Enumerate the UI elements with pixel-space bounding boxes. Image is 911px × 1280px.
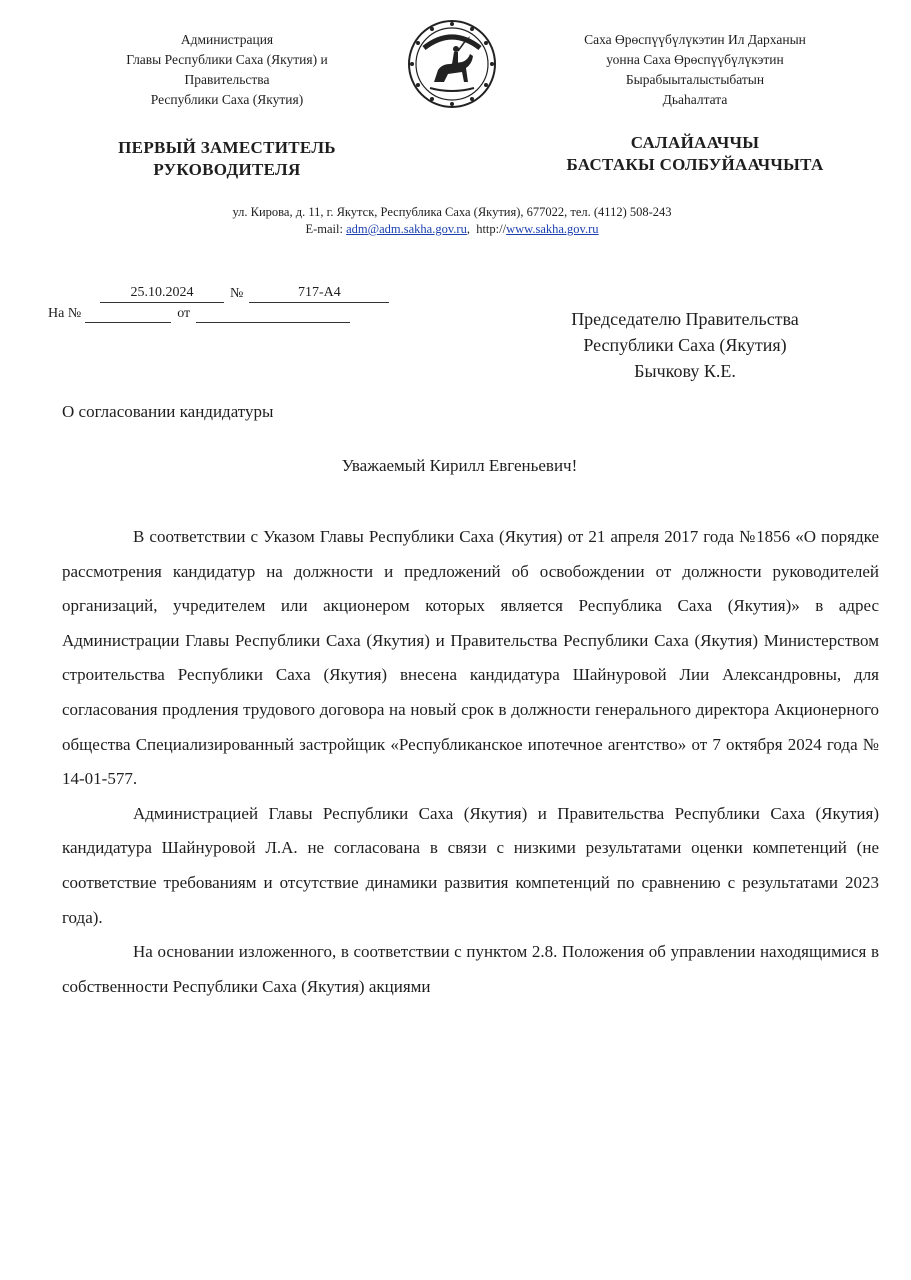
letterhead-right-line: Дьаһалтата (662, 92, 728, 107)
email-label: E-mail: (305, 222, 343, 236)
yakutia-coat-of-arms-icon (406, 18, 498, 110)
contact-block (62, 204, 842, 238)
position-title-line: САЛАЙААЧЧЫ (630, 133, 760, 152)
body-paragraph: Администрацией Главы Республики Саха (Якутия) и Правительства Республики Саха (Якутия) кандидатура Шайнуровой Л.А. не согласована в связи с низкими результатами оценки компетенций (не соответствие требованиям и отсутствие динамики развития компетенций по сравнению с результатами 2023 года). (62, 803, 879, 927)
letterhead-right-line: уонна Саха Өрөспүүбүлүкэтин (606, 52, 784, 67)
addressee-line: Республики Саха (Якутия) (583, 335, 787, 355)
letterhead-left-line: Главы Республики Саха (Якутия) и (126, 52, 328, 67)
contact-links (62, 221, 842, 238)
body-paragraph: На основании изложенного, в соответствии с пунктом 2.8. Положения об управлении находящимися в собственности Республики Саха (Якутия) акциями (62, 942, 879, 996)
reference-label: На № (48, 306, 82, 321)
outgoing-registration (48, 284, 389, 303)
number-label: № (230, 286, 244, 301)
addressee-line: Председателю Правительства (571, 309, 799, 329)
letter-subject: О согласовании кандидатуры (62, 402, 274, 421)
email-link[interactable]: adm@adm.sakha.gov.ru (346, 222, 467, 236)
website-link[interactable]: www.sakha.gov.ru (506, 222, 599, 236)
postal-address: ул. Кирова, д. 11, г. Якутск, Республика Саха (Якутия), 677022, тел. (4112) 508-243 (232, 205, 672, 219)
web-label: http:// (476, 222, 507, 236)
addressee-block (520, 306, 850, 384)
position-title-line: ПЕРВЫЙ ЗАМЕСТИТЕЛЬ (118, 138, 336, 157)
from-label: от (177, 306, 191, 321)
letterhead-left-line: Республики Саха (Якутия) (150, 92, 304, 107)
salutation: Уважаемый Кирилл Евгеньевич! (341, 456, 578, 475)
incoming-reference (48, 305, 389, 323)
position-title-line: БАСТАКЫ СОЛБУЙААЧЧЫТА (566, 155, 824, 174)
letter-body (62, 520, 879, 1004)
position-title-ru (62, 137, 392, 181)
letterhead-right (510, 30, 880, 110)
registration-block (48, 284, 389, 323)
letterhead-left-line: Администрация (180, 32, 274, 47)
position-title-sah (510, 132, 880, 176)
reference-number (85, 322, 171, 323)
letterhead-right-line: Бырабыыталыстыбатын (625, 72, 765, 87)
contact-separator: , (466, 222, 470, 236)
letterhead-left-line: Правительства (184, 72, 270, 87)
body-paragraph: В соответствии с Указом Главы Республики Саха (Якутия) от 21 апреля 2017 года №1856 «О порядке рассмотрения кандидатур на должности и предложений об освобождении от должности руководителей организаций, учредителем или акционером которых является Республика Саха (Якутия)» в адрес Администрации Главы Республики Саха (Якутия) и Правительства Республики Саха (Якутия) Министерством строительства Республики Саха (Якутия) внесена кандидатура Шайнуровой Лии Александровны, для согласования продления трудового договора на новый срок в должности генерального директора Акционерного общества Специализированный застройщик «Республиканское ипотечное агентство» от 7 октября 2024 года № 14-01-577. (62, 527, 879, 789)
letter-date: 25.10.2024 (100, 284, 224, 303)
letterhead-right-line: Саха Өрөспүүбүлүкэтин Ил Дарханын (584, 32, 806, 47)
letterhead-left (62, 30, 392, 110)
letter-number: 717-А4 (249, 284, 389, 303)
reference-date (196, 322, 350, 323)
position-title-line: РУКОВОДИТЕЛЯ (153, 160, 301, 179)
addressee-line: Бычкову К.Е. (634, 361, 736, 381)
